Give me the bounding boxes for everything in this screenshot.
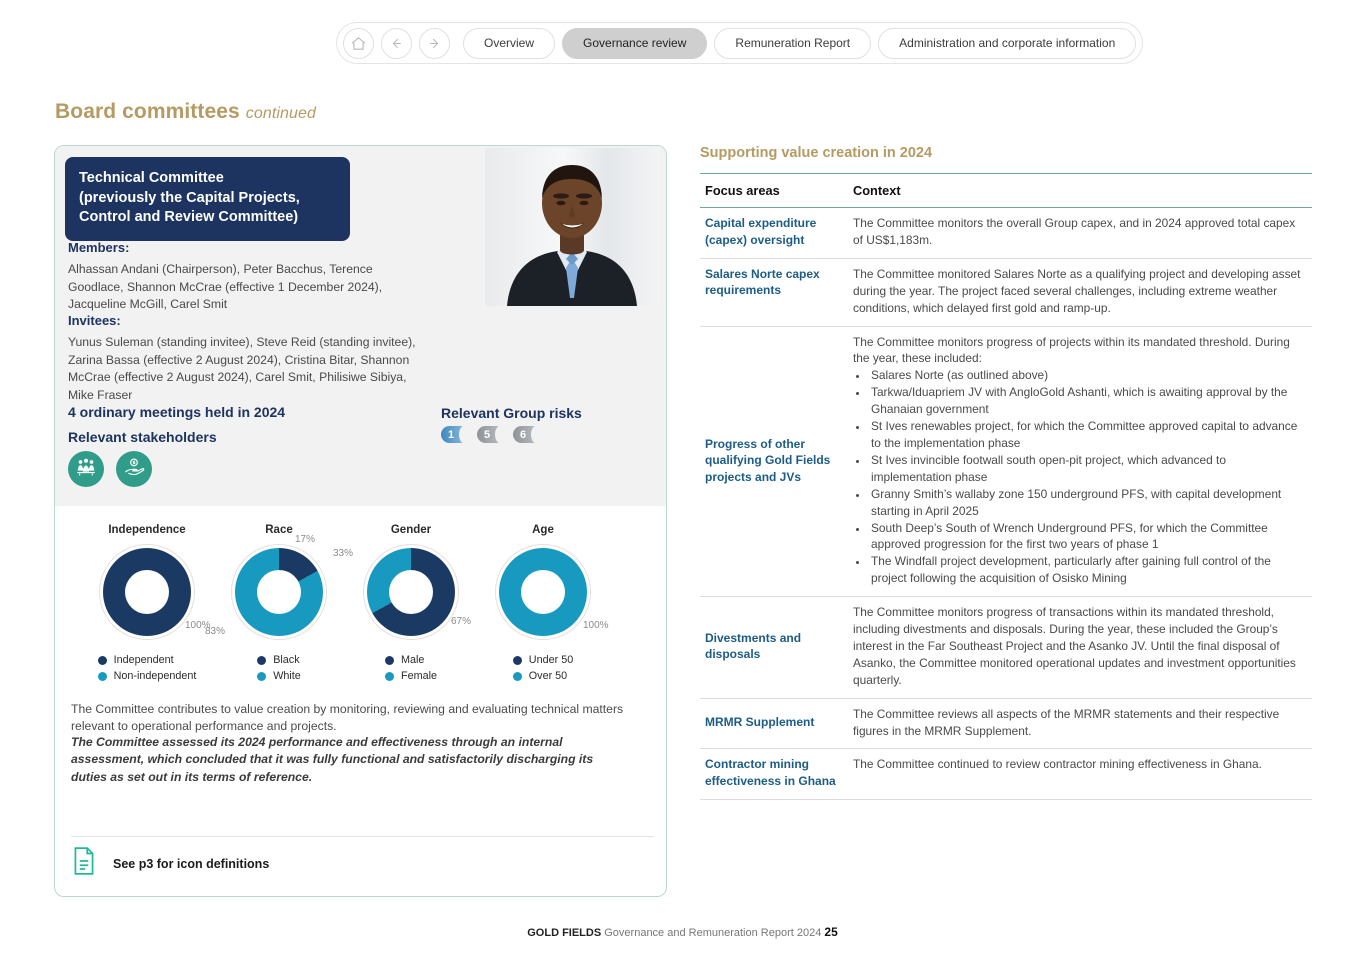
donut-gender [333, 544, 472, 640]
top-navigation-bar [0, 0, 1365, 86]
supporting-value-creation-section [700, 145, 1312, 800]
chart-legend [513, 650, 573, 682]
column-header-focus-areas: Focus areas [700, 174, 848, 208]
context-mrmr-supplement: The Committee reviews all aspects of the MRMR statements and their respective figures in the MRMR Supplement. [848, 698, 1312, 749]
legend-dot [513, 672, 522, 681]
context-salares-norte: The Committee monitored Salares Norte as a qualifying project and developing asset during the year. The project faced several challenges, including extreme weather conditions, which delayed first gold and ramp-up. [848, 258, 1312, 326]
bullet-item: • St Ives renewables project, for which the Committee approved capital to advance to the implementation phase [868, 418, 1302, 452]
page-title-main: Board committees [55, 100, 240, 123]
page-title [55, 100, 316, 124]
committee-composition-charts [55, 524, 667, 694]
icon-definitions-text: See p3 for icon definitions [113, 856, 270, 871]
footer-page-number: 25 [824, 925, 838, 939]
chart-age [473, 524, 613, 686]
tab-governance-review[interactable]: Governance review [562, 28, 707, 59]
context-intro: The Committee monitors progress of projects within its mandated threshold. During the year, these included: [853, 334, 1290, 366]
context-divestments-and-disposals: The Committee monitors progress of transactions within its mandated threshold, including divestments and disposals. During the year, these included the Group’s interest in the Far Southeast Project and the Asanko JV. Until the final disposal of Asanko, the Committee monitored operational updates and investment opportunities quarterly. [848, 597, 1312, 699]
chart-legend [257, 650, 301, 682]
focus-area-progress-of-other-projects: Progress of other qualifying Gold Fields projects and JVs [700, 326, 848, 597]
legend-label: Non-independent [113, 670, 197, 682]
footer-brand: GOLD FIELDS [527, 927, 602, 939]
relevant-stakeholders-label: Relevant stakeholders [68, 429, 217, 445]
bullet-item: • The Windfall project development, particularly after gaining full control of the project following the acquisition of Osisko Mining [868, 553, 1302, 587]
chart-title: Gender [390, 524, 432, 536]
home-button[interactable] [343, 28, 374, 59]
context-contractor-mining: The Committee continued to review contractor mining effectiveness in Ghana. [848, 749, 1312, 799]
page-title-suffix: continued [245, 105, 317, 122]
chart-legend [385, 650, 437, 682]
employees-group-icon [75, 456, 97, 483]
context-progress-of-other-projects [848, 326, 1312, 597]
table-row [700, 258, 1312, 326]
chart-title: Independence [108, 524, 186, 536]
risk-badge-5[interactable] [477, 426, 507, 443]
technical-committee-card [54, 145, 667, 897]
tab-remuneration-report[interactable]: Remuneration Report [714, 28, 871, 59]
legend-item [257, 654, 301, 666]
document-icon [71, 846, 97, 881]
donut-ring-segments [103, 548, 191, 636]
legend-item [98, 654, 197, 666]
risk-badge-number: 6 [520, 428, 527, 441]
invitees-list: Yunus Suleman (standing invitee), Steve Reid (standing invitee), Zarina Bassa (effective 2 August 2024), Cristina Bitar, Shannon McCrae (effective 2 August 2024), Carel Smit, Philisiwe Sibiya, Mike Fraser [68, 335, 416, 403]
legend-item [513, 654, 573, 666]
stakeholder-icons [68, 451, 152, 487]
footer-text: Governance and Remuneration Report 2024 [604, 927, 822, 939]
table-header-row [700, 174, 1312, 208]
forward-button[interactable] [419, 28, 450, 59]
legend-label: White [273, 670, 301, 682]
legend-dot [98, 656, 107, 665]
bullet-item: • Tarkwa/Iduapriem JV with AngloGold Ashanti, which is awaiting approval by the Ghanaian government [868, 384, 1302, 418]
donut-ring-segments [367, 548, 455, 636]
chart-title: Age [532, 524, 554, 536]
table-row [700, 208, 1312, 259]
donut-label-over50: 100% [583, 620, 609, 631]
table-row [700, 597, 1312, 699]
focus-area-divestments-and-disposals: Divestments and disposals [700, 597, 848, 699]
donut-label-male: 67% [451, 616, 472, 627]
risk-badge-notch [495, 425, 508, 444]
invitees-label: Invitees: [68, 313, 121, 328]
members-section [68, 240, 408, 314]
donut-ring-segments [235, 548, 323, 636]
risk-badge-6[interactable] [513, 426, 543, 443]
risk-badge-notch [531, 425, 544, 444]
bullet-item: • South Deep’s South of Wrench Underground PFS, for which the Committee approved progression for the first two years of phase 1 [868, 520, 1302, 554]
committee-value-creation-paragraph: The Committee contributes to value creation by monitoring, reviewing and evaluating technical matters relevant to operational performance and projects. [71, 702, 624, 734]
donut-label-100: 100% [185, 620, 211, 631]
legend-item [385, 654, 437, 666]
focus-area-salares-norte: Salares Norte capex requirements [700, 258, 848, 326]
legend-label: Under 50 [528, 654, 574, 666]
tab-administration-and-corporate-information[interactable]: Administration and corporate information [878, 28, 1136, 59]
donut-age [495, 544, 609, 640]
committee-name-line-2: (previously the Capital Projects, [79, 189, 300, 206]
risk-badge-number: 1 [448, 428, 455, 441]
committee-assessment-paragraph: The Committee assessed its 2024 performance and effectiveness through an internal assessment, which concluded that it was fully functional and satisfactorily discharging its duties as set out in its terms of reference. [71, 735, 594, 784]
context-bullet-list [856, 367, 1302, 587]
legend-dot [385, 672, 394, 681]
home-icon [350, 35, 367, 52]
meetings-count: 4 ordinary meetings held in 2024 [68, 404, 286, 420]
arrow-right-icon [427, 36, 442, 51]
hand-with-dollar-icon [123, 456, 145, 483]
chart-legend [98, 650, 197, 682]
legend-dot [98, 672, 107, 681]
focus-area-capital-expenditure: Capital expenditure (capex) oversight [700, 208, 848, 259]
risk-badge-1[interactable] [441, 426, 471, 443]
arrow-left-icon [389, 36, 404, 51]
tab-overview[interactable]: Overview [463, 28, 555, 59]
legend-label: Black [273, 654, 300, 666]
page-footer [0, 925, 1365, 939]
bullet-item: • St Ives invincible footwall south open-pit project, which advanced to implementation phase [868, 452, 1302, 486]
legend-item [98, 670, 197, 682]
members-list: Alhassan Andani (Chairperson), Peter Bacchus, Terence Goodlace, Shannon McCrae (effective 1 December 2024), Jacqueline McGill, Carel Smit [68, 262, 383, 312]
nav-pill-group [336, 22, 1143, 64]
card-divider [71, 836, 654, 837]
committee-name-badge [65, 157, 350, 241]
legend-item [257, 670, 301, 682]
legend-dot [257, 656, 266, 665]
bullet-item: • Salares Norte (as outlined above) [868, 367, 1302, 384]
legend-dot [257, 672, 266, 681]
chart-title: Race [265, 524, 293, 536]
avatar [477, 146, 667, 306]
chart-independence [77, 524, 217, 686]
donut-ring-segments [499, 548, 587, 636]
column-header-context: Context [848, 174, 1312, 208]
context-capital-expenditure: The Committee monitors the overall Group capex, and in 2024 approved total capex of US$1,183m. [848, 208, 1312, 259]
legend-label: Male [400, 654, 425, 666]
legend-label: Independent [113, 654, 174, 666]
focus-area-mrmr-supplement: MRMR Supplement [700, 698, 848, 749]
donut-label-white: 83% [205, 626, 226, 637]
focus-areas-table [700, 173, 1312, 800]
legend-label: Female [400, 670, 437, 682]
bullet-item: • Granny Smith’s wallaby zone 150 underground PFS, with capital development starting in April 2025 [868, 486, 1302, 520]
legend-item [385, 670, 437, 682]
chairperson-portrait-image [477, 146, 667, 306]
group-risk-badges [441, 426, 543, 443]
donut-label-female: 33% [333, 548, 354, 559]
relevant-group-risks-label: Relevant Group risks [441, 405, 582, 421]
employees-group-icon-badge[interactable] [68, 451, 104, 487]
table-row [700, 326, 1312, 597]
committee-name-line-1: Technical Committee [79, 170, 224, 186]
risk-badge-notch [459, 425, 472, 444]
legend-dot [385, 656, 394, 665]
risk-badge-number: 5 [484, 428, 491, 441]
table-row [700, 749, 1312, 799]
chart-race [205, 524, 349, 686]
legend-item [513, 670, 573, 682]
donut-label-black: 17% [295, 534, 316, 545]
donut-race [205, 534, 327, 640]
committee-name-line-3: Control and Review Committee) [79, 209, 299, 226]
table-row [700, 698, 1312, 749]
members-label: Members: [68, 240, 130, 255]
legend-dot [513, 656, 522, 665]
icon-definitions-note[interactable] [71, 846, 269, 881]
legend-label: Over 50 [528, 670, 568, 682]
back-button[interactable] [381, 28, 412, 59]
focus-area-contractor-mining: Contractor mining effectiveness in Ghana [700, 749, 848, 799]
hand-with-dollar-icon-badge[interactable] [116, 451, 152, 487]
donut-independence [99, 544, 211, 640]
chart-gender [333, 524, 481, 686]
supporting-value-creation-title: Supporting value creation in 2024 [700, 145, 933, 161]
invitees-section [68, 313, 428, 405]
